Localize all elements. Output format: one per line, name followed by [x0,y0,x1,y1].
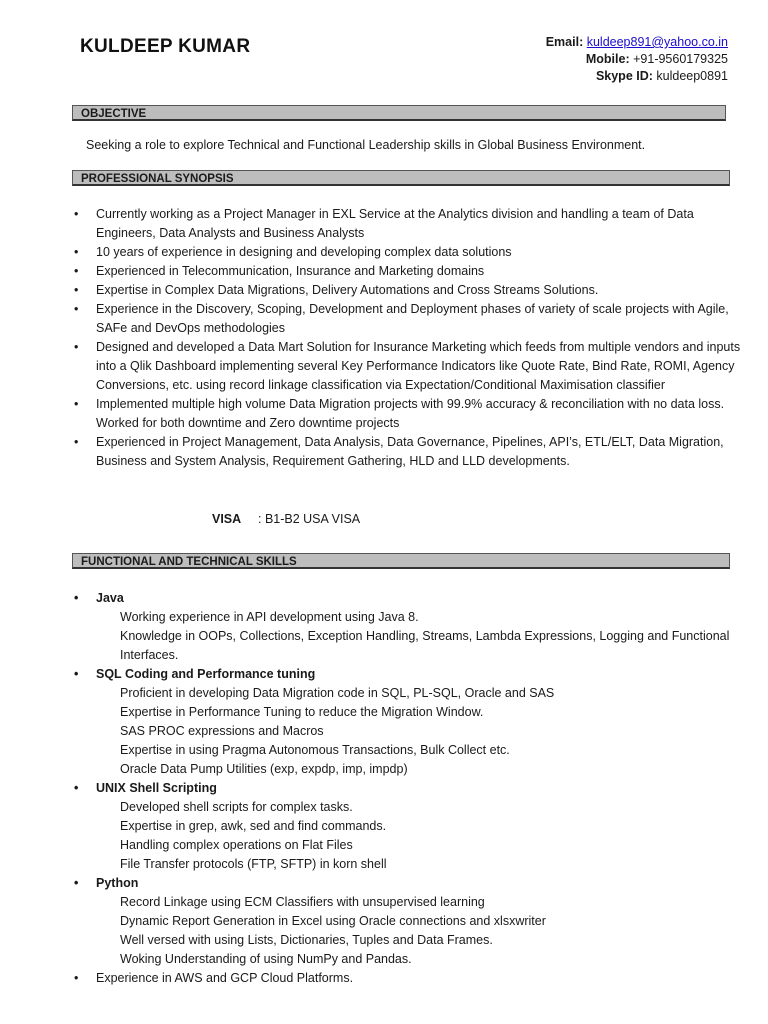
list-item: • 10 years of experience in designing and developing complex data solutions [0,243,746,262]
list-item: • Experience in the Discovery, Scoping, Development and Deployment phases of variety of scale projects with Agile, SAFe and DevOps methodologies [0,300,746,338]
skill-sql: • SQL Coding and Performance tuning [0,665,746,684]
skill-detail: File Transfer protocols (FTP, SFTP) in korn shell [120,857,387,871]
visa-value: : B1-B2 USA VISA [258,512,361,526]
skill-detail: Handling complex operations on Flat Files [120,838,353,852]
mobile-line [546,51,728,68]
visa-line [212,512,360,526]
skype-line [546,68,728,85]
objective-text: Seeking a role to explore Technical and Functional Leadership skills in Global Business Environment. [86,138,646,152]
candidate-name: KULDEEP KUMAR [80,36,251,57]
skill-detail: Expertise in using Pragma Autonomous Transactions, Bulk Collect etc. [120,743,510,757]
skill-detail: Working experience in API development using Java 8. [120,610,419,624]
skill-detail: Oracle Data Pump Utilities (exp, expdp, imp, impdp) [120,762,408,776]
synopsis-list [0,205,746,471]
list-item: • Implemented multiple high volume Data Migration projects with 99.9% accuracy & reconciliation with no data loss. Worked for both downtime and Zero downtime projects [0,395,746,433]
skill-detail: Expertise in Performance Tuning to reduce the Migration Window. [120,705,484,719]
list-item: • Currently working as a Project Manager in EXL Service at the Analytics division and handling a team of Data Engineers, Data Analysts and Business Analysts [0,205,746,243]
skill-detail: Dynamic Report Generation in Excel using Oracle connections and xlsxwriter [120,914,546,928]
skill-python: • Python [0,874,746,893]
skill-detail: SAS PROC expressions and Macros [120,724,324,738]
skill-detail: Developed shell scripts for complex tasks. [120,800,353,814]
skype-label: Skype ID: [595,69,653,83]
email-link[interactable]: kuldeep891@yahoo.co.in [586,35,728,49]
skill-detail: Record Linkage using ECM Classifiers with unsupervised learning [120,895,485,909]
skill-detail: Knowledge in OOPs, Collections, Exception Handling, Streams, Lambda Expressions, Logging and Functional Interfaces. [120,629,730,662]
skill-cloud: • Experience in AWS and GCP Cloud Platforms. [0,969,746,988]
objective-heading: OBJECTIVE [72,105,726,121]
email-line [546,34,728,51]
skill-detail: Proficient in developing Data Migration code in SQL, PL-SQL, Oracle and SAS [120,686,555,700]
skills-list [0,589,750,988]
mobile-label: Mobile: [585,52,630,66]
contact-block [546,34,728,85]
email-label: Email: [545,35,584,49]
skype-value: kuldeep0891 [656,69,728,83]
list-item: • Designed and developed a Data Mart Solution for Insurance Marketing which feeds from multiple vendors and inputs into a Qlik Dashboard implementing several Key Performance Indicators like Quote Rate, Bind Rate, ROMI, Agency Conversions, etc. using record linkage classification via Expectation/Conditional Maximisation classifier [0,338,746,395]
skill-detail: Well versed with using Lists, Dictionaries, Tuples and Data Frames. [120,933,493,947]
skill-detail: Expertise in grep, awk, sed and find commands. [120,819,387,833]
synopsis-heading: PROFESSIONAL SYNOPSIS [72,170,730,186]
skill-unix: • UNIX Shell Scripting [0,779,746,798]
skill-detail: Woking Understanding of using NumPy and Pandas. [120,952,412,966]
mobile-value: +91-9560179325 [633,52,728,66]
visa-label: VISA [212,512,242,526]
list-item: • Expertise in Complex Data Migrations, Delivery Automations and Cross Streams Solutions. [0,281,746,300]
skills-heading: FUNCTIONAL AND TECHNICAL SKILLS [72,553,730,569]
skill-java: • Java [0,589,746,608]
list-item: • Experienced in Project Management, Data Analysis, Data Governance, Pipelines, API’s, ETL/ELT, Data Migration, Business and System Analysis, Requirement Gathering, HLD and LLD developments. [0,433,746,471]
list-item: • Experienced in Telecommunication, Insurance and Marketing domains [0,262,746,281]
